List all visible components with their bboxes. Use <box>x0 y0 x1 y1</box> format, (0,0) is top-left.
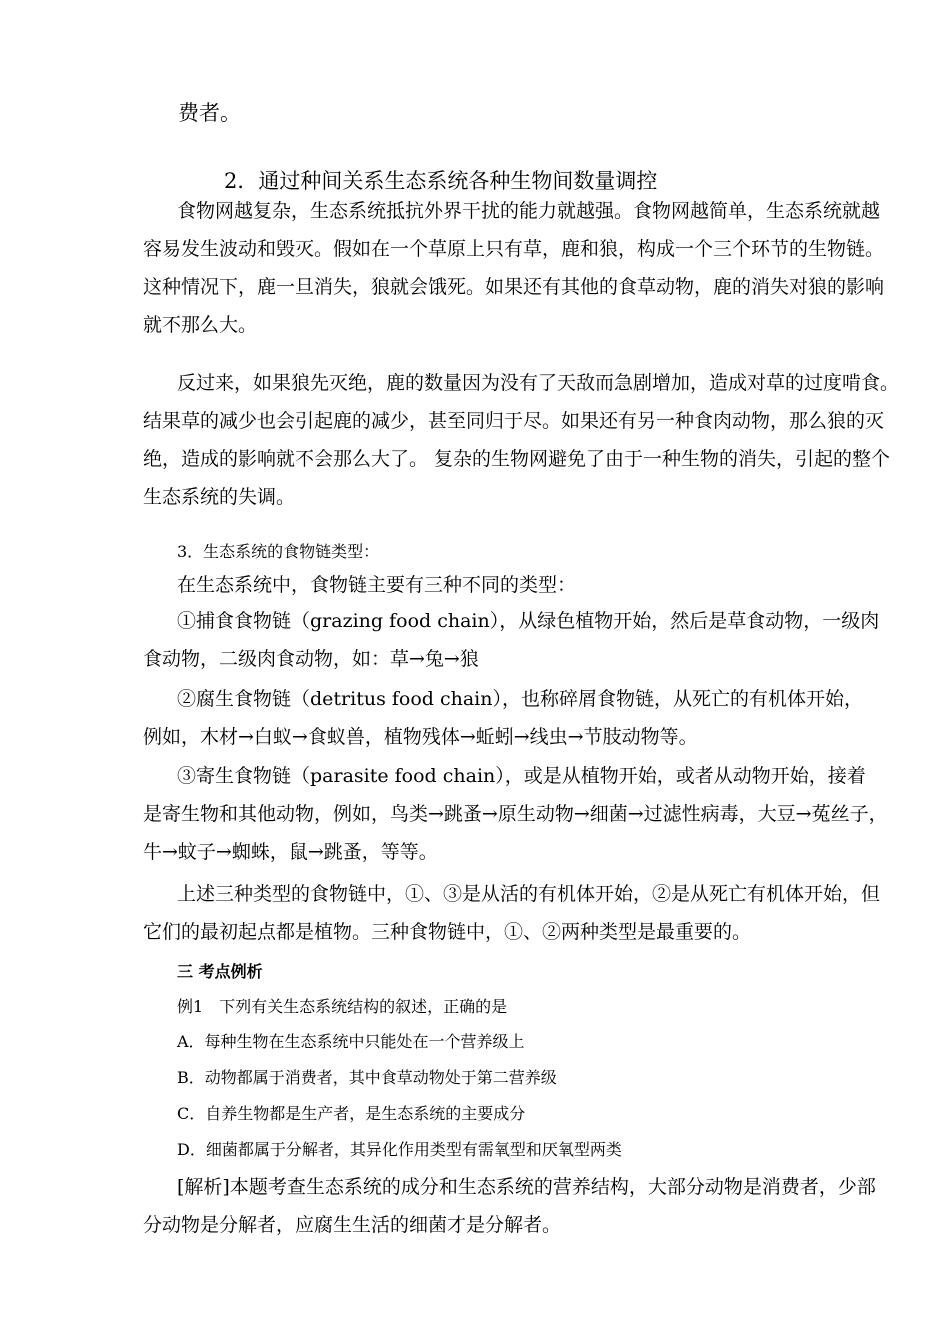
lead-text: 费者。 <box>178 101 241 125</box>
food-chain-item-3 <box>143 757 888 871</box>
paragraph-line: 结果草的减少也会引起鹿的减少，甚至同归于尽。如果还有另一种食肉动物，那么狼的灭 <box>143 410 885 432</box>
paragraph-line: ①捕食食物链（grazing food chain），从绿色植物开始，然后是草食动物，一级肉 <box>177 610 880 632</box>
paragraph-line: 上述三种类型的食物链中，①、③是从活的有机体开始，②是从死亡有机体开始，但 <box>177 883 881 905</box>
paragraph-line: 牛→蚊子→蜘蛛，鼠→跳蚤，等等。 <box>143 841 438 863</box>
paragraph-line: 食动物，二级肉食动物，如：草→兔→狼 <box>143 648 479 670</box>
paragraph-line: ③寄生食物链（parasite food chain），或是从植物开始，或者从动物开始，接着 <box>177 765 866 787</box>
section-3-title: 3．生态系统的食物链类型： <box>177 542 380 561</box>
option-a: A．每种生物在生态系统中只能处在一个营养级上 <box>177 1032 525 1051</box>
paragraph-line: 食物网越复杂，生态系统抵抗外界干扰的能力就越强。食物网越简单，生态系统就越 <box>177 200 881 222</box>
paragraph-line: 容易发生波动和毁灭。假如在一个草原上只有草，鹿和狼，构成一个三个环节的生物链。 <box>143 238 885 260</box>
paragraph-line: 例如，木材→白蚁→食蚁兽，植物残体→蚯蚓→线虫→节肢动物等。 <box>143 726 698 748</box>
paragraph-line: 是寄生物和其他动物，例如，鸟类→跳蚤→原生动物→细菌→过滤性病毒，大豆→菟丝子， <box>143 803 888 825</box>
answer-options <box>177 1024 857 1168</box>
option-c: C．自养生物都是生产者，是生态系统的主要成分 <box>177 1104 526 1123</box>
paragraph-line: 这种情况下，鹿一旦消失，狼就会饿死。如果还有其他的食草动物，鹿的消失对狼的影响 <box>143 276 885 298</box>
option-b: B．动物都属于消费者，其中食草动物处于第二营养级 <box>177 1068 557 1087</box>
paragraph-line: 反过来，如果狼先灭绝，鹿的数量因为没有了天敌而急剧增加，造成对草的过度啃食。 <box>177 372 900 394</box>
paragraph-line: [解析]本题考查生态系统的成分和生态系统的营养结构，大部分动物是消费者，少部 <box>177 1176 876 1198</box>
section-heading-2: 2．通过种间关系生态系统各种生物间数量调控 <box>224 169 658 193</box>
option-d: D．细菌都属于分解者，其异化作用类型有需氧型和厌氧型两类 <box>177 1140 622 1159</box>
paragraph-food-web <box>143 192 885 344</box>
food-chain-item-2 <box>143 680 863 756</box>
paragraph-line: 就不那么大。 <box>143 314 258 336</box>
paragraph-summary <box>143 875 881 951</box>
paragraph-line: 生态系统的失调。 <box>143 486 296 508</box>
example-question: 例1 下列有关生态系统结构的叙述，正确的是 <box>177 997 508 1016</box>
section-title-exam-analysis: 三 考点例析 <box>177 962 263 981</box>
paragraph-line: 分动物是分解者，应腐生生活的细菌才是分解者。 <box>143 1214 562 1236</box>
food-chain-item-1 <box>143 602 880 678</box>
paragraph-line: ②腐生食物链（detritus food chain），也称碎屑食物链，从死亡的有机体开始， <box>177 688 863 710</box>
paragraph-wolf-extinction <box>143 364 900 516</box>
analysis <box>143 1168 876 1244</box>
paragraph-line: 它们的最初起点都是植物。三种食物链中，①、②两种类型是最重要的。 <box>143 921 752 943</box>
section-3-intro: 在生态系统中，食物链主要有三种不同的类型： <box>177 574 577 596</box>
paragraph-line: 绝，造成的影响就不会那么大了。 复杂的生物网避免了由于一种生物的消失，引起的整个 <box>143 448 891 470</box>
